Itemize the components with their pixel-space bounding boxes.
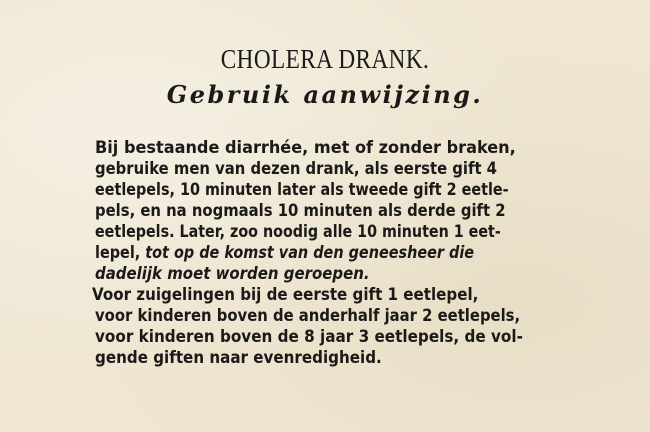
document-subtitle: Gebruik aanwijzing. (166, 80, 484, 109)
text-line: voor kinderen boven de anderhalf jaar 2 eetlepels, (95, 306, 521, 326)
text-line: lepel, tot op de komst van den geneesheer die (95, 243, 475, 263)
document-title: CHOLERA DRANK. (220, 44, 430, 74)
text-line: Voor zuigelingen bij de eerste gift 1 eetlepel, (92, 285, 479, 305)
text-line: gende giften naar evenredigheid. (95, 348, 382, 368)
text-line: pels, en na nogmaals 10 minuten als derde gift 2 (95, 201, 506, 221)
text-line: gebruike men van dezen drank, als eerste gift 4 (95, 159, 498, 179)
text-line: dadelijk moet worden geroepen. (95, 264, 370, 284)
text-line: voor kinderen boven de 8 jaar 3 eetlepels, de vol- (95, 327, 523, 347)
text-line: Bij bestaande diarrhée, met of zonder braken, (95, 138, 516, 158)
text-line: eetlepels, 10 minuten later als tweede gift 2 eetle- (95, 180, 509, 200)
text-line: eetlepels. Later, zoo noodig alle 10 minuten 1 eet- (95, 222, 501, 242)
